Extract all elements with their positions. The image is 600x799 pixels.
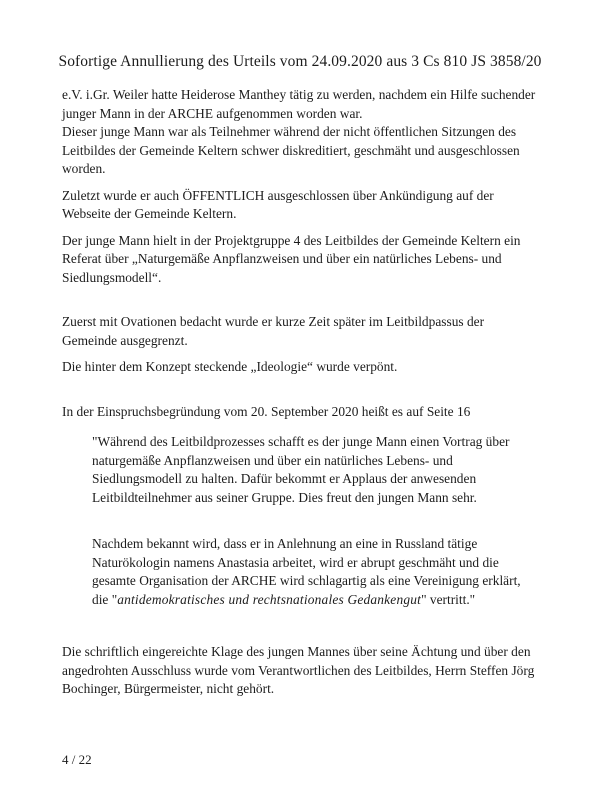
- quote-text-after: " vertritt.": [421, 591, 476, 607]
- page-number: 4 / 22: [62, 752, 92, 767]
- paragraph-2: Dieser junge Mann war als Teilnehmer während der nicht öffentlichen Sitzungen des Leitbildes der Gemeinde Keltern schwer diskreditiert, geschmäht und ausgeschlossen worden.: [62, 124, 520, 176]
- paragraph-5: Zuerst mit Ovationen bedacht wurde er kurze Zeit später im Leitbildpassus der Gemeinde ausgegrenzt.: [62, 314, 485, 348]
- document-title: Sofortige Annullierung des Urteils vom 24.09.2020 aus 3 Cs 810 JS 3858/20: [58, 53, 542, 70]
- quote-text-before: Nachdem bekannt wird, dass er in Anlehnung an eine in Russland tätige Naturökologin namens Anastasia arbeitet, wird er abrupt geschmäht und die gesamte Organisation der ARCHE wird schlagartig als eine Vereinigung erklärt, die ": [92, 536, 521, 607]
- quote-italic-phrase: antidemokratisches und rechtsnationales Gedankengut: [117, 591, 422, 607]
- quote-paragraph-1: "Während des Leitbildprozesses schafft es der junge Mann einen Vortrag über naturgemäße Anpflanzweisen und über ein natürliches Lebens- und Siedlungsmodell zu halten. Dafür bekommt er Applaus der anwesenden Leitbildteilnehmer aus seiner Gruppe. Dies freut den jungen Mann sehr.: [92, 434, 510, 505]
- paragraph-3: Zuletzt wurde er auch ÖFFENTLICH ausgeschlossen über Ankündigung auf der Webseite der Gemeinde Keltern.: [62, 187, 494, 221]
- paragraph-1: e.V. i.Gr. Weiler hatte Heiderose Manthey tätig zu werden, nachdem ein Hilfe suchender junger Mann in der ARCHE aufgenommen worden war.: [62, 87, 536, 121]
- paragraph-7: In der Einspruchsbegründung vom 20. September 2020 heißt es auf Seite 16: [62, 403, 471, 419]
- document-body: [62, 86, 542, 699]
- paragraph-6: Die hinter dem Konzept steckende „Ideologie“ wurde verpönt.: [62, 359, 398, 374]
- block-quote: [62, 433, 532, 609]
- paragraph-8: Die schriftlich eingereichte Klage des jungen Mannes über seine Ächtung und über den angedrohten Ausschluss wurde vom Verantwortlichen des Leitbildes, Herrn Steffen Jörg Bochinger, Bürgermeister, nicht gehört.: [62, 644, 535, 696]
- paragraph-4: Der junge Mann hielt in der Projektgruppe 4 des Leitbildes der Gemeinde Keltern ein Referat über „Naturgemäße Anpflanzweisen und über ein natürliches Lebens- und Siedlungsmodell“.: [62, 232, 521, 285]
- quote-paragraph-2: [92, 535, 532, 609]
